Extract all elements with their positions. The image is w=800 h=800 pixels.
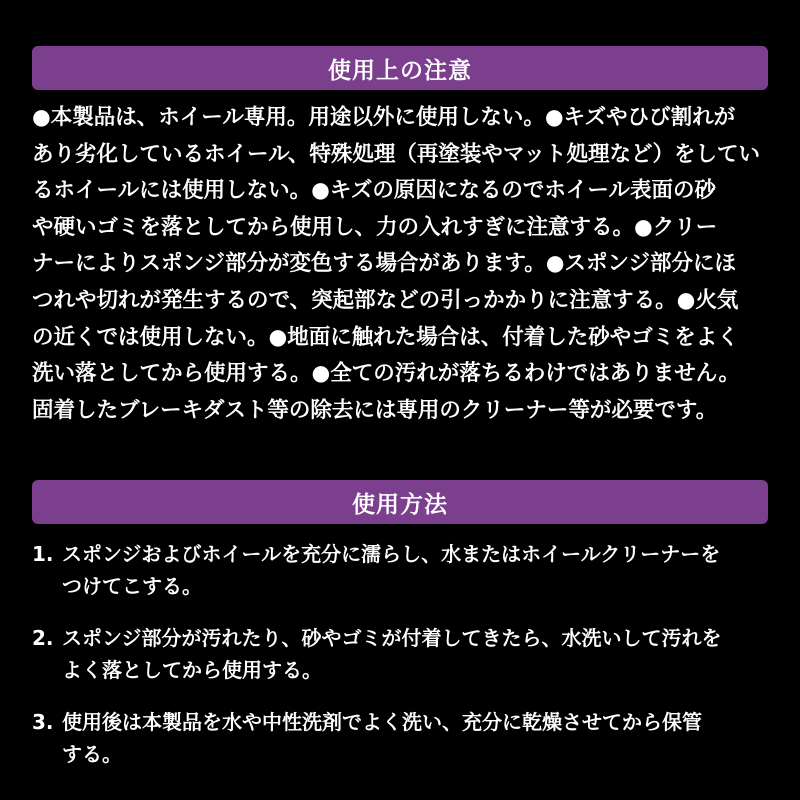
step-number: 1. <box>32 542 54 566</box>
step-number: 3. <box>32 710 54 734</box>
step-line: 使用後は本製品を水や中性洗剤でよく洗い、充分に乾燥させてから保管 <box>62 710 702 734</box>
caution-line: つれや切れが発生するので、突起部などの引っかかりに注意する。●火気 <box>32 287 739 313</box>
caution-line: るホイールには使用しない。●キズの原因になるのでホイール表面の砂 <box>32 178 716 204</box>
caution-line: 洗い落としてから使用する。●全ての汚れが落ちるわけではありません。 <box>32 361 741 387</box>
step-line: する。 <box>62 742 122 766</box>
usage-header <box>32 480 768 524</box>
step-line: スポンジおよびホイールを充分に濡らし、水またはホイールクリーナーを <box>62 542 721 566</box>
step-line: よく落としてから使用する。 <box>62 658 322 682</box>
usage-steps-list <box>32 538 768 790</box>
caution-text-block <box>32 100 768 429</box>
caution-line: ●本製品は、ホイール専用。用途以外に使用しない。●キズやひび割れが <box>32 105 736 130</box>
caution-line: の近くでは使用しない。●地面に触れた場合は、付着した砂やゴミをよく <box>32 324 739 350</box>
caution-title: 使用上の注意 <box>328 57 472 84</box>
caution-line: あり劣化しているホイール、特殊処理（再塗装やマット処理など）をしてい <box>32 141 760 167</box>
usage-title: 使用方法 <box>352 491 448 518</box>
step-number: 2. <box>32 626 54 650</box>
caution-line: 固着したブレーキダスト等の除去には専用のクリーナー等が必要です。 <box>32 397 718 423</box>
usage-step <box>32 622 768 686</box>
step-text <box>62 538 768 602</box>
caution-header <box>32 46 768 90</box>
usage-step <box>32 538 768 602</box>
usage-step <box>32 706 768 770</box>
step-line: つけてこする。 <box>62 574 202 598</box>
step-text <box>62 622 768 686</box>
caution-line: や硬いゴミを落としてから使用し、力の入れすぎに注意する。●クリー <box>32 214 718 240</box>
step-text <box>62 706 768 770</box>
caution-line: ナーによりスポンジ部分が変色する場合があります。●スポンジ部分にほ <box>32 251 736 277</box>
step-line: スポンジ部分が汚れたり、砂やゴミが付着してきたら、水洗いして汚れを <box>62 626 722 650</box>
